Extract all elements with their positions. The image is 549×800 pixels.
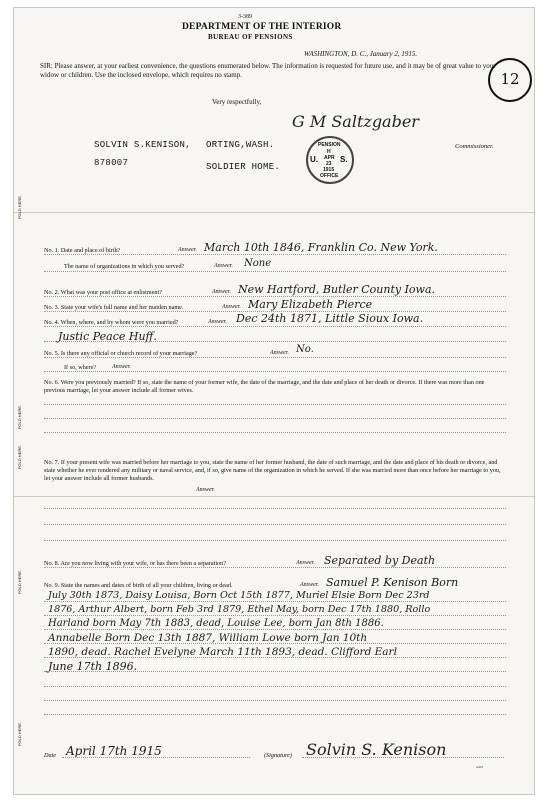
answer-line [44,432,506,433]
answer-line [44,615,506,616]
answer-9-line-7: June 17th 1896. [48,660,138,673]
addressee-name: SOLVIN S.KENISON, [94,140,191,150]
pension-office-stamp [306,136,354,184]
fold-label: FOLD HERE. [17,405,22,430]
answer-line [44,404,506,405]
date-line [62,757,250,758]
commissioner-label: Commissioner. [455,143,494,150]
answer-label: Answer. [300,582,319,588]
answer-label: Answer. [270,350,289,356]
question-7: No. 7. If your present wife was married before her marriage to you, state the name of her former husband, the date of such marriage, and the date and place of his death or divorce, and state whether he ever rendered any military or naval service, and, if so, give name of the organization in which he served. If she was married more than once before her marriage to you, let your answer include all former husbands. [44,459,501,482]
question-9: No. 9. State the names and dates of birth of all your children, living or dead. [44,582,233,589]
answer-line [44,326,506,327]
question-5b: If so, where? [64,364,97,371]
answer-label: Answer. [208,319,227,325]
answer-label: Answer. [196,487,215,493]
commissioner-signature: G M Saltzgaber [292,112,419,131]
stamp-text-pension: PENSION [318,142,341,148]
place-date: WASHINGTON, D. C., January 2, 1915. [304,50,418,58]
answer-9-line-4: Harland born May 7th 1883, dead, Louise Lee, born Jan 8th 1886. [48,618,384,629]
signature-label: (Signature) [264,752,292,759]
answer-line [44,271,506,272]
question-1: No. 1. Date and place of birth? [44,247,121,254]
answer-label: Answer. [178,247,197,253]
answer-line [44,508,506,509]
stamp-text-u: U. [310,155,318,164]
salutation-paragraph: SIR: Please answer, at your earliest convenience, the questions enumerated below. The information is requested for future use, and it may be of great value to your widow or children. Use the inclosed envelope, which requires no stamp. [40,62,496,79]
answer-line [44,601,506,602]
date-value: April 17th 1915 [66,744,162,758]
answer-9-line-5: Annabelle Born Dec 13th 1887, William Lowe born Jan 10th [48,632,368,644]
question-1b: The name of organizations in which you served? [64,263,185,270]
answer-line [44,671,506,672]
answer-label: Answer. [222,304,241,310]
question-5: No. 5. Is there any official or church record of your marriage? [44,350,198,357]
answer-3: Mary Elizabeth Pierce [248,298,373,311]
answer-line [44,254,506,255]
form-number: 3-389 [238,14,252,20]
addressee-institution: SOLDIER HOME. [206,162,281,172]
answer-9-line-3: 1876, Arthur Albert, born Feb 3rd 1879, Ethel May, born Dec 17th 1880, Rollo [48,604,431,615]
circled-page-number: 12 [488,58,532,102]
stamp-text-day: 23 [326,161,332,167]
signature-line [302,757,504,758]
answer-9-line-6: 1890, dead. Rachel Evelyne March 11th 1893, dead. Clifford Earl [48,646,397,658]
answer-line [44,524,506,525]
question-8: No. 8. Are you now living with your wife, or has there been a separation? [44,560,226,567]
answer-9-line-1: Samuel P. Kenison Born [326,576,459,589]
department-title: DEPARTMENT OF THE INTERIOR [182,22,342,32]
print-mark: 4-923 [476,765,483,769]
answer-9-line-2: July 30th 1873, Daisy Louisa, Born Oct 15th 1877, Muriel Elsie Born Dec 23rd [48,590,430,601]
answer-label: Answer. [212,289,231,295]
stamp-text-year: 1915 [323,167,335,173]
answer-line [44,540,506,541]
answer-line [44,341,506,342]
question-4: No. 4. When, where, and by whom were you married? [44,319,179,326]
answer-line [44,657,506,658]
question-6: No. 6. Were you previously married? If so, state the name of your former wife, the date of the marriage, and the date and place of her death or divorce. If there was more than one previous marriage, let your answer include all former wives. [44,379,485,394]
fold-line-top [14,212,534,213]
answer-line [44,371,506,372]
date-label: Date [44,752,57,759]
answer-line [44,643,506,644]
answer-8: Separated by Death [324,554,436,567]
answer-label: Answer. [296,560,315,566]
question-3: No. 3. State your wife's full name and her maiden name. [44,304,184,311]
answer-line [44,357,506,358]
stamp-text-office: OFFICE [320,173,339,179]
fold-label: FOLD HERE. [17,445,22,470]
answer-line [44,418,506,419]
stamp-text-s: S. [340,155,348,164]
addressee-city: ORTING,WASH. [206,140,275,150]
answer-label: Answer. [214,263,233,269]
fold-label: FOLD HERE. [17,570,22,595]
answer-line [44,700,506,701]
answer-line [44,714,506,715]
fold-label: FOLD HERE. [17,195,22,220]
fold-line-bottom [14,496,534,497]
answer-line [44,296,506,297]
answer-line [44,567,506,568]
stamp-text-letter: H [327,149,331,155]
answer-line [44,629,506,630]
answer-4: Dec 24th 1871, Little Sioux Iowa. [236,312,424,325]
answer-5: No. [296,344,314,355]
answer-label: Answer. [112,364,131,370]
stamp-text-month: APR [324,155,335,161]
fold-label: FOLD HERE. [17,722,22,747]
answer-4-line-2: Justic Peace Huff. [58,330,157,343]
answer-2: New Hartford, Butler County Iowa. [238,283,436,296]
question-2: No. 2. What was your post office at enlistment? [44,289,162,296]
answer-line [44,686,506,687]
closing-text: Very respectfully, [212,98,262,106]
answer-1: March 10th 1846, Franklin Co. New York. [204,241,438,254]
pension-questionnaire-page [14,8,534,794]
pension-number: 878007 [94,158,129,168]
claimant-signature: Solvin S. Kenison [306,740,447,759]
bureau-title: BUREAU OF PENSIONS [208,33,293,41]
answer-1b: None [244,258,272,269]
